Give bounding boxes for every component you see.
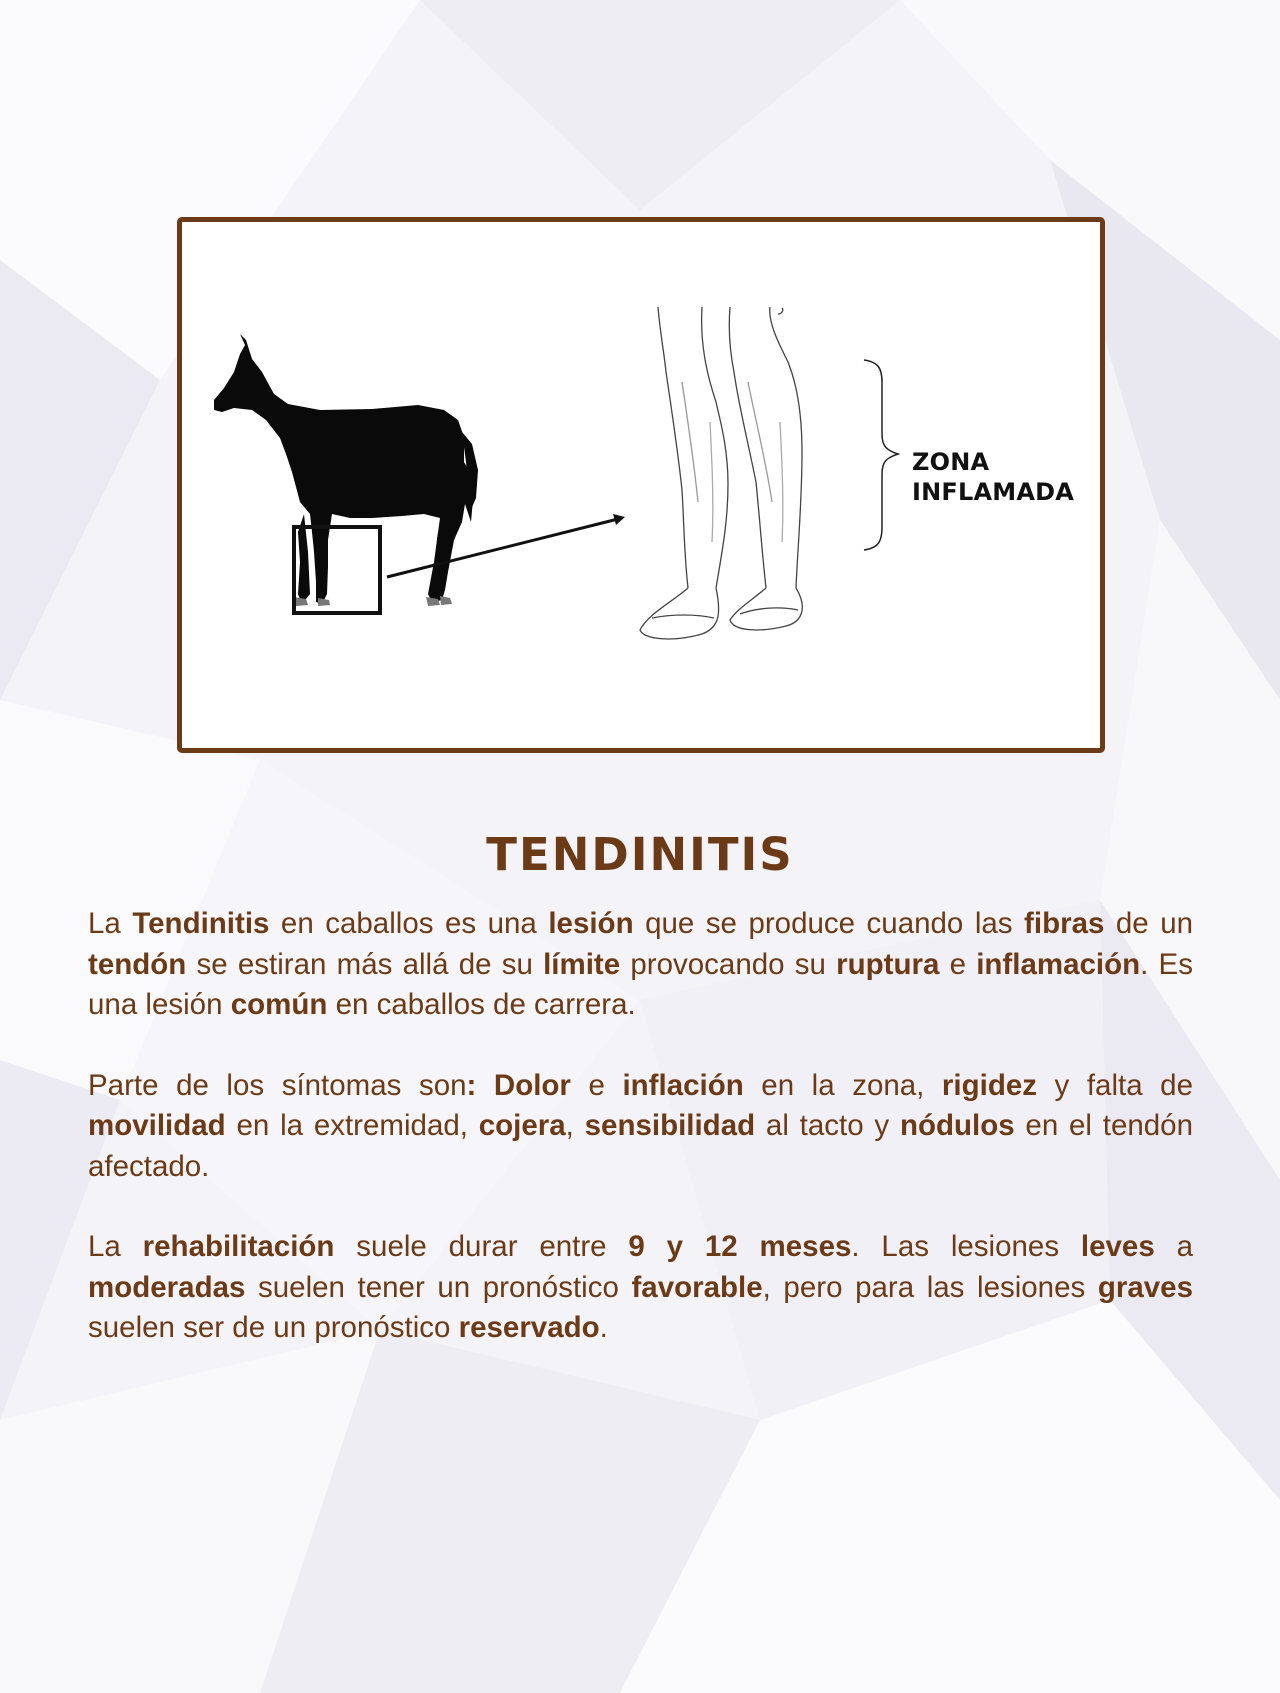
paragraph-text: La <box>88 1230 143 1263</box>
paragraph-definition <box>88 904 1193 1026</box>
emphasis-text: 9 y 12 meses <box>628 1230 852 1263</box>
arrow-icon <box>387 518 622 577</box>
paragraph-text: en caballos es una <box>269 907 549 940</box>
paragraph-text: La <box>88 907 133 940</box>
paragraph-text: suelen tener un pronóstico <box>245 1270 632 1304</box>
paragraph-text: , <box>565 1109 585 1142</box>
paragraph-text: en la zona, <box>743 1068 942 1102</box>
emphasis-text: inflamación <box>976 947 1141 981</box>
paragraph-text: y falta de <box>1037 1068 1193 1102</box>
emphasis-text: sensibilidad <box>584 1109 756 1142</box>
paragraph-text: e <box>570 1068 623 1102</box>
paragraph-text: a <box>1154 1230 1193 1263</box>
emphasis-text: movilidad <box>88 1109 226 1142</box>
paragraph-text: . <box>599 1311 608 1344</box>
emphasis-text: nódulos <box>899 1109 1015 1142</box>
paragraph-symptoms <box>88 1066 1193 1188</box>
paragraph-text: en la extremidad, <box>225 1109 479 1142</box>
brace-icon <box>864 360 898 550</box>
horse-legs-sketch <box>640 307 802 639</box>
emphasis-text: límite <box>543 947 621 981</box>
emphasis-text: Tendinitis <box>132 907 270 940</box>
paragraph-text: , pero para las lesiones <box>762 1270 1098 1304</box>
paragraph-text: de un <box>1104 907 1194 940</box>
paragraph-text: en el tendón afectado. <box>88 1109 1193 1183</box>
zona-label-line2: INFLAMADA <box>912 478 1075 506</box>
paragraph-text: que se produce cuando las <box>633 907 1025 940</box>
body-text <box>88 904 1193 1389</box>
emphasis-text: fibras <box>1024 907 1105 940</box>
paragraph-text: al tacto y <box>755 1109 900 1142</box>
emphasis-text: reservado <box>458 1311 600 1344</box>
emphasis-text: : Dolor <box>466 1068 571 1102</box>
inflamed-zone-label <box>912 447 1074 507</box>
emphasis-text: favorable <box>631 1270 763 1304</box>
paragraph-text: . Las lesiones <box>851 1230 1081 1263</box>
paragraph-text: se estiran más allá de su <box>186 947 544 981</box>
emphasis-text: rigidez <box>941 1068 1037 1102</box>
emphasis-text: ruptura <box>836 947 940 981</box>
emphasis-text: graves <box>1097 1270 1193 1304</box>
emphasis-text: leves <box>1080 1230 1155 1263</box>
emphasis-text: inflación <box>622 1068 744 1102</box>
paragraph-text: e <box>939 947 977 981</box>
paragraph-text: provocando su <box>620 947 837 981</box>
paragraph-rehabilitation <box>88 1227 1193 1349</box>
emphasis-text: rehabilitación <box>142 1230 335 1263</box>
paragraph-text: suelen ser de un pronóstico <box>88 1311 459 1344</box>
emphasis-text: lesión <box>548 907 634 940</box>
paragraph-text: en caballos de carrera. <box>327 988 636 1021</box>
illustration-frame <box>177 217 1105 753</box>
paragraph-text: Parte de los síntomas son <box>88 1068 467 1102</box>
zona-label-line1: ZONA <box>912 448 990 476</box>
emphasis-text: moderadas <box>88 1270 246 1304</box>
emphasis-text: tendón <box>88 947 187 981</box>
emphasis-text: cojera <box>478 1109 566 1142</box>
paragraph-text: suele durar entre <box>334 1230 629 1263</box>
page-title: TENDINITIS <box>486 828 794 881</box>
paragraph-text: . Es una lesión <box>88 947 1193 1021</box>
emphasis-text: común <box>230 988 328 1021</box>
